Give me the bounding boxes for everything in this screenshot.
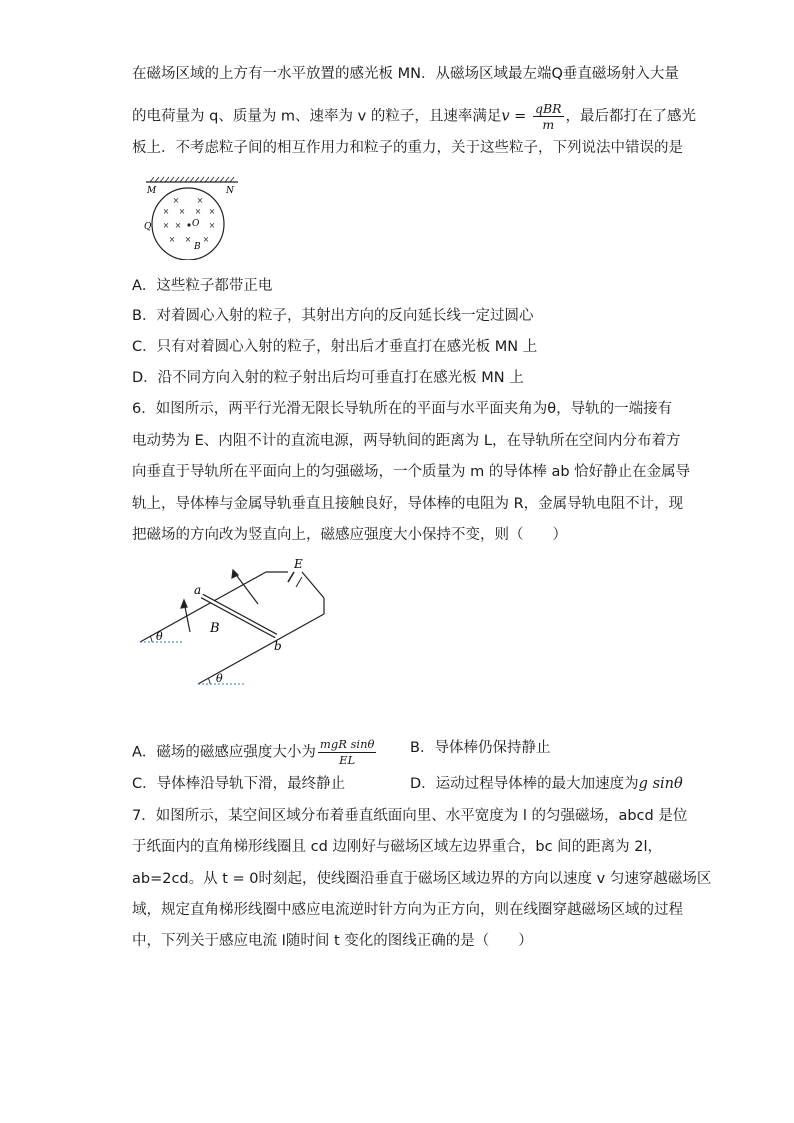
q6-option-d-value: g sinθ — [638, 776, 683, 792]
field-cross-8: × — [174, 221, 182, 230]
field-cross-1: × — [172, 196, 180, 205]
q6-option-b: B．导体棒仍保持静止 — [410, 740, 551, 756]
angle-arc-upper — [150, 636, 152, 642]
circuit-wire-right — [302, 572, 324, 598]
field-cross-7: × — [162, 221, 170, 230]
q5-fraction-numerator: qBR — [534, 101, 562, 116]
q6-option-d-text: D．运动过程导体棒的最大加速度为 — [410, 776, 639, 792]
q7-line-2: 于纸面内的直角梯形线圈且 cd 边刚好与磁场区域左边界重合，bc 间的距离为 2l， — [132, 839, 663, 855]
q6-option-a-text: A．磁场的磁感应强度大小为 — [132, 744, 316, 761]
field-cross-6: × — [208, 207, 216, 216]
angle-label-lower: θ — [216, 672, 223, 685]
q5-option-b: B．对着圆心入射的粒子，其射出方向的反向延长线一定过圆心 — [132, 308, 534, 324]
q5-line-1: 在磁场区域的上方有一水平放置的感光板 MN．从磁场区域最左端Q垂直磁场射入大量 — [132, 66, 679, 82]
q6-line-5: 把磁场的方向改为竖直向上，磁感应强度大小保持不变，则（ ） — [132, 527, 567, 543]
center-label-o: O — [192, 219, 200, 229]
q6-option-c: C．导体棒沿导轨下滑，最终静止 — [132, 776, 346, 792]
angle-arc-lower — [208, 678, 210, 684]
q5-option-a: A．这些粒子都带正电 — [132, 278, 273, 294]
plate-label-m: M — [147, 186, 157, 196]
field-label-b: B — [210, 621, 220, 636]
q6-option-a-numerator: mgR sinθ — [319, 737, 375, 751]
battery-plate-short — [296, 577, 302, 587]
rod-end-label-a: a — [194, 583, 202, 597]
q7-line-1: 7．如图所示，某空间区域分布着垂直纸面向里、水平宽度为 l 的匀强磁场，abcd 是位 — [132, 808, 688, 824]
q6-rail-figure — [134, 556, 334, 692]
field-cross-10: × — [168, 235, 176, 244]
q6-option-d — [410, 774, 683, 794]
q5-line-2 — [132, 101, 696, 132]
field-arrowhead-1 — [181, 600, 187, 608]
field-cross-5: × — [194, 207, 202, 216]
field-cross-2: × — [196, 196, 204, 205]
entry-point-label-q: Q — [144, 222, 152, 232]
q5-option-c: C．只有对着圆心入射的粒子，射出后才垂直打在感光板 MN 上 — [132, 339, 538, 355]
center-point — [187, 223, 190, 226]
q6-line-4: 轨上，导体棒与金属导轨垂直且接触良好，导体棒的电阻为 R，金属导轨电阻不计，现 — [132, 496, 684, 512]
q6-option-a-fraction — [318, 737, 377, 768]
field-cross-4: × — [178, 207, 186, 216]
q5-magnetic-field-figure — [142, 176, 242, 260]
q5-line-2-text-a: 的电荷量为 q、质量为 m、速率为 v 的粒子，且速率满足 — [132, 108, 502, 125]
field-cross-9: × — [208, 221, 216, 230]
q5-line-3: 板上．不考虑粒子间的相互作用力和粒子的重力，关于这些粒子，下列说法中错误的是 — [132, 140, 683, 156]
q5-line-2-text-b: ，最后都打在了感光 — [565, 108, 697, 125]
q7-line-5: 中，下列关于感应电流 I随时间 t 变化的图线正确的是（ ） — [132, 933, 533, 949]
q5-velocity-fraction — [533, 101, 564, 132]
q7-line-4: 域，规定直角梯形线圈中感应电流逆时针方向为正方向，则在线圈穿越磁场区域的过程 — [132, 902, 683, 918]
field-label-b: B — [194, 242, 201, 252]
field-cross-12: × — [202, 235, 210, 244]
q5-velocity-symbol: v — [501, 108, 510, 125]
q5-fraction-denominator: m — [542, 117, 555, 132]
q6-line-1: 6．如图所示，两平行光滑无限长导轨所在的平面与水平面夹角为θ，导轨的一端接有 — [132, 401, 673, 417]
q6-line-2: 电动势为 E、内阻不计的直流电源，两导轨间的距离为 L，在导轨所在空间内分布着方 — [132, 433, 681, 449]
q7-line-3: ab=2cd。从 t = 0时刻起，使线圈沿垂直于磁场区域边界的方向以速度 v 匀速穿越磁场区 — [132, 871, 712, 887]
plate-label-n: N — [226, 186, 234, 196]
rod-end-label-b: b — [274, 639, 282, 653]
battery-plate-long — [288, 572, 294, 582]
q6-line-3: 向垂直于导轨所在平面向上的匀强磁场，一个质量为 m 的导体棒 ab 恰好静止在金属导 — [132, 464, 691, 480]
field-cross-11: × — [184, 235, 192, 244]
q5-option-d: D．沿不同方向入射的粒子射出后均可垂直打在感光板 MN 上 — [132, 370, 524, 386]
q5-equals: = — [509, 108, 531, 125]
angle-label-upper: θ — [156, 630, 163, 643]
field-cross-3: × — [162, 207, 170, 216]
q6-option-a-denominator: EL — [339, 753, 356, 767]
q6-option-a — [132, 737, 378, 768]
battery-label-e: E — [294, 557, 303, 571]
